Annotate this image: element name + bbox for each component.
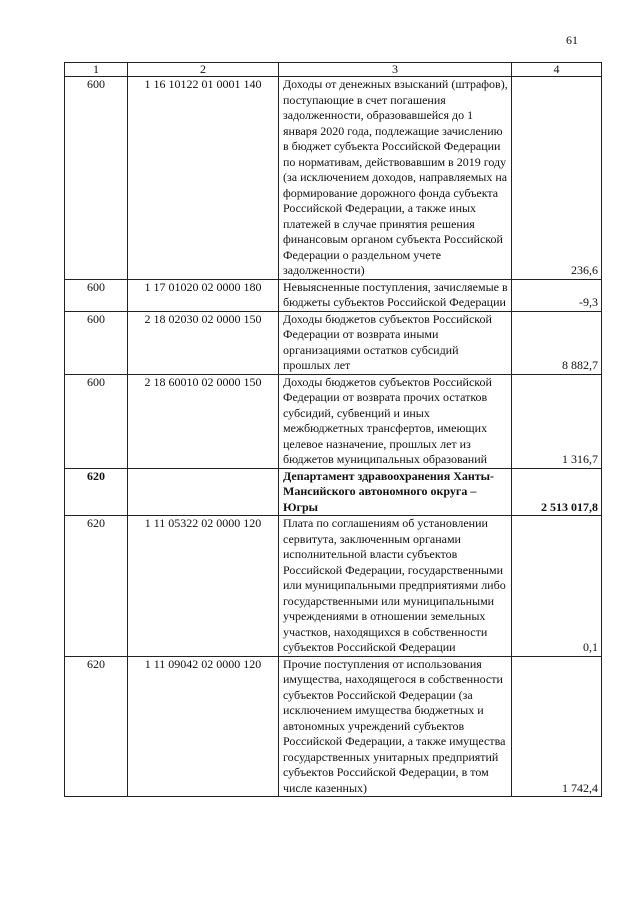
name-cell: Прочие поступления от использования имущества, находящегося в собственности субъектов Российской Федерации (за исключением имущества бюджетных и автономных учреждений субъектов Российской Федерации, а также имущества государственных унитарных предприятий субъектов Российской Федерации, в том числе казенных): [279, 656, 512, 797]
column-header: 3: [279, 63, 512, 77]
code-cell: 600: [65, 374, 128, 468]
amount-cell: 236,6: [512, 77, 602, 280]
column-header: 4: [512, 63, 602, 77]
amount-cell: 1 742,4: [512, 656, 602, 797]
table-row: [65, 374, 602, 468]
kbk-cell: 1 11 09042 02 0000 120: [128, 656, 279, 797]
column-header: 2: [128, 63, 279, 77]
name-cell: Невыясненные поступления, зачисляемые в бюджеты субъектов Российской Федерации: [279, 279, 512, 311]
code-cell: 620: [65, 468, 128, 516]
table-row: [65, 656, 602, 797]
kbk-cell: 1 17 01020 02 0000 180: [128, 279, 279, 311]
table-row: [65, 468, 602, 516]
amount-cell: 8 882,7: [512, 311, 602, 374]
amount-cell: 1 316,7: [512, 374, 602, 468]
code-cell: 620: [65, 516, 128, 657]
table-row: [65, 516, 602, 657]
table-header-row: [65, 63, 602, 77]
amount-cell: 2 513 017,8: [512, 468, 602, 516]
page-number: 61: [566, 33, 578, 47]
name-cell: Плата по соглашениям об установлении сервитута, заключенным органами исполнительной власти субъектов Российской Федерации, государственными или муниципальными предприятиями либо государственными или муниципальными учреждениями в отношении земельных участков, находящихся в собственности субъектов Российской Федерации: [279, 516, 512, 657]
name-cell: Департамент здравоохранения Ханты-Мансийского автономного округа – Югры: [279, 468, 512, 516]
column-header: 1: [65, 63, 128, 77]
name-cell: Доходы от денежных взысканий (штрафов), поступающие в счет погашения задолженности, образовавшейся до 1 января 2020 года, подлежащие зачислению в бюджет субъекта Российской Федерации по нормативам, действовавшим в 2019 году (за исключением доходов, направляемых на формирование дорожного фонда субъекта Российской Федерации, а также иных платежей в случае принятия решения финансовым органом субъекта Российской Федерации о раздельном учете задолженности): [279, 77, 512, 280]
table-row: [65, 311, 602, 374]
amount-cell: -9,3: [512, 279, 602, 311]
table-row: [65, 77, 602, 280]
kbk-cell: 1 16 10122 01 0001 140: [128, 77, 279, 280]
kbk-cell: 1 11 05322 02 0000 120: [128, 516, 279, 657]
name-cell: Доходы бюджетов субъектов Российской Федерации от возврата прочих остатков субсидий, субвенций и иных межбюджетных трансфертов, имеющих целевое назначение, прошлых лет из бюджетов муниципальных образований: [279, 374, 512, 468]
kbk-cell: 2 18 02030 02 0000 150: [128, 311, 279, 374]
code-cell: 600: [65, 279, 128, 311]
revenue-table: [64, 62, 602, 797]
name-cell: Доходы бюджетов субъектов Российской Федерации от возврата иными организациями остатков субсидий прошлых лет: [279, 311, 512, 374]
kbk-cell: [128, 468, 279, 516]
amount-cell: 0,1: [512, 516, 602, 657]
code-cell: 600: [65, 77, 128, 280]
code-cell: 600: [65, 311, 128, 374]
kbk-cell: 2 18 60010 02 0000 150: [128, 374, 279, 468]
table-row: [65, 279, 602, 311]
code-cell: 620: [65, 656, 128, 797]
